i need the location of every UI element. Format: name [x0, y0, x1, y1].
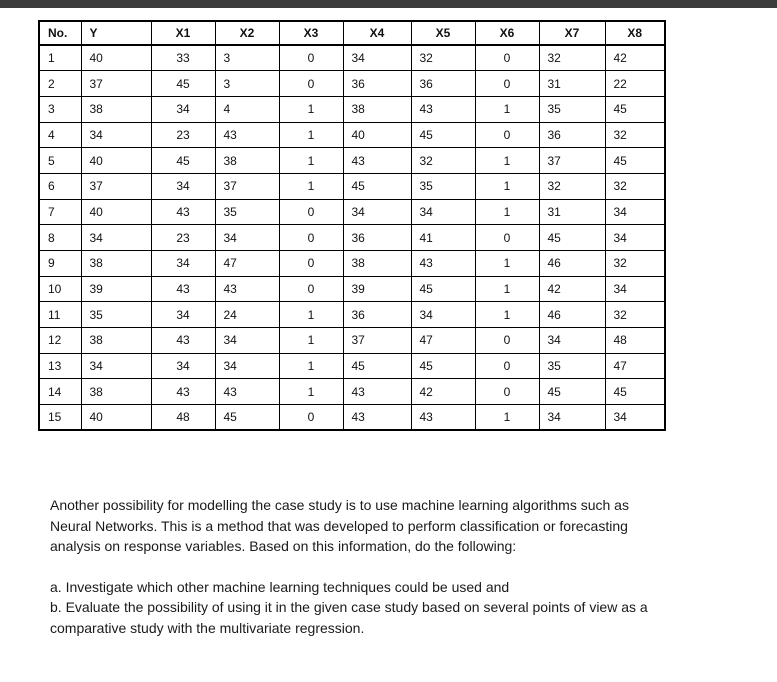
table-cell: 34: [151, 173, 215, 199]
table-row: [39, 96, 665, 122]
table-cell: 45: [343, 353, 411, 379]
table-cell: 7: [39, 199, 81, 225]
table-row: [39, 251, 665, 277]
table-cell: 42: [605, 45, 665, 71]
table-cell: 45: [605, 148, 665, 174]
table-cell: 43: [151, 276, 215, 302]
table-cell: 34: [343, 199, 411, 225]
table-cell: 38: [81, 328, 151, 354]
table-cell: 35: [539, 96, 605, 122]
table-cell: 32: [605, 302, 665, 328]
table-cell: 38: [81, 251, 151, 277]
table-cell: 14: [39, 379, 81, 405]
table-cell: 34: [411, 302, 475, 328]
table-cell: 8: [39, 225, 81, 251]
table-cell: 32: [539, 173, 605, 199]
table-cell: 48: [151, 405, 215, 431]
column-header-x3: X3: [279, 21, 343, 45]
table-cell: 47: [215, 251, 279, 277]
table-cell: 34: [605, 199, 665, 225]
table-cell: 32: [605, 173, 665, 199]
table-cell: 1: [475, 199, 539, 225]
table-cell: 34: [539, 328, 605, 354]
table-cell: 32: [539, 45, 605, 71]
question-text: [50, 495, 650, 638]
table-cell: 2: [39, 71, 81, 97]
column-header-x8: X8: [605, 21, 665, 45]
column-header-x6: X6: [475, 21, 539, 45]
intro-paragraph: Another possibility for modelling the case study is to use machine learning algorithms such as Neural Networks. This is a method that was developed to perform classification or forecasting analysis on response variables. Based on this information, do the following:: [50, 497, 629, 554]
table-cell: 34: [151, 251, 215, 277]
table-cell: 46: [539, 302, 605, 328]
table-cell: 1: [475, 173, 539, 199]
table-cell: 34: [215, 225, 279, 251]
table-row: [39, 353, 665, 379]
table-cell: 1: [475, 405, 539, 431]
table-cell: 1: [279, 302, 343, 328]
data-table-container: [38, 20, 666, 431]
table-cell: 43: [411, 251, 475, 277]
table-cell: 0: [475, 45, 539, 71]
table-cell: 36: [343, 302, 411, 328]
table-cell: 37: [81, 71, 151, 97]
table-cell: 42: [539, 276, 605, 302]
table-cell: 34: [81, 122, 151, 148]
table-cell: 35: [81, 302, 151, 328]
table-cell: 38: [81, 96, 151, 122]
table-cell: 34: [605, 405, 665, 431]
table-cell: 43: [343, 148, 411, 174]
table-cell: 0: [279, 71, 343, 97]
table-cell: 12: [39, 328, 81, 354]
table-cell: 1: [279, 122, 343, 148]
table-cell: 1: [475, 302, 539, 328]
table-cell: 33: [151, 45, 215, 71]
table-cell: 0: [475, 71, 539, 97]
table-row: [39, 379, 665, 405]
table-cell: 43: [151, 199, 215, 225]
task-a: a. Investigate which other machine learning techniques could be used and: [50, 578, 510, 595]
column-header-x7: X7: [539, 21, 605, 45]
table-cell: 0: [279, 251, 343, 277]
table-cell: 3: [215, 71, 279, 97]
table-cell: 37: [215, 173, 279, 199]
table-cell: 45: [151, 148, 215, 174]
table-cell: 45: [215, 405, 279, 431]
table-cell: 34: [343, 45, 411, 71]
column-header-x5: X5: [411, 21, 475, 45]
table-cell: 45: [343, 173, 411, 199]
table-cell: 1: [279, 328, 343, 354]
table-cell: 34: [215, 353, 279, 379]
table-cell: 36: [411, 71, 475, 97]
table-cell: 37: [81, 173, 151, 199]
table-cell: 1: [475, 251, 539, 277]
table-cell: 9: [39, 251, 81, 277]
table-cell: 45: [411, 122, 475, 148]
table-cell: 41: [411, 225, 475, 251]
table-cell: 45: [539, 379, 605, 405]
table-cell: 4: [215, 96, 279, 122]
table-cell: 32: [605, 251, 665, 277]
table-cell: 32: [411, 148, 475, 174]
table-cell: 43: [215, 122, 279, 148]
table-cell: 40: [81, 148, 151, 174]
table-cell: 1: [475, 148, 539, 174]
table-cell: 40: [81, 405, 151, 431]
table-cell: 39: [343, 276, 411, 302]
table-cell: 34: [151, 353, 215, 379]
table-cell: 35: [215, 199, 279, 225]
table-cell: 5: [39, 148, 81, 174]
table-cell: 38: [343, 251, 411, 277]
table-cell: 3: [39, 96, 81, 122]
table-body: [39, 45, 665, 430]
table-cell: 45: [411, 353, 475, 379]
table-cell: 38: [343, 96, 411, 122]
table-cell: 45: [151, 71, 215, 97]
column-header-no: No.: [39, 21, 81, 45]
table-cell: 23: [151, 122, 215, 148]
table-cell: 40: [81, 199, 151, 225]
table-row: [39, 225, 665, 251]
table-row: [39, 276, 665, 302]
table-cell: 46: [539, 251, 605, 277]
table-row: [39, 302, 665, 328]
table-cell: 0: [279, 45, 343, 71]
table-cell: 36: [539, 122, 605, 148]
table-cell: 0: [475, 122, 539, 148]
table-cell: 0: [279, 276, 343, 302]
table-cell: 34: [81, 225, 151, 251]
table-cell: 13: [39, 353, 81, 379]
table-cell: 3: [215, 45, 279, 71]
table-row: [39, 199, 665, 225]
table-cell: 1: [279, 96, 343, 122]
table-cell: 24: [215, 302, 279, 328]
table-cell: 38: [215, 148, 279, 174]
table-row: [39, 71, 665, 97]
table-header-row: [39, 21, 665, 45]
table-cell: 35: [539, 353, 605, 379]
table-cell: 36: [343, 225, 411, 251]
table-cell: 0: [475, 353, 539, 379]
table-cell: 22: [605, 71, 665, 97]
table-cell: 35: [411, 173, 475, 199]
table-cell: 47: [411, 328, 475, 354]
table-cell: 34: [151, 302, 215, 328]
table-cell: 39: [81, 276, 151, 302]
column-header-x2: X2: [215, 21, 279, 45]
table-cell: 0: [475, 328, 539, 354]
column-header-x4: X4: [343, 21, 411, 45]
table-cell: 1: [39, 45, 81, 71]
table-cell: 1: [475, 276, 539, 302]
table-cell: 10: [39, 276, 81, 302]
table-cell: 32: [411, 45, 475, 71]
table-cell: 1: [279, 173, 343, 199]
table-cell: 45: [605, 379, 665, 405]
table-cell: 40: [343, 122, 411, 148]
table-cell: 15: [39, 405, 81, 431]
table-row: [39, 122, 665, 148]
table-cell: 43: [343, 379, 411, 405]
table-cell: 11: [39, 302, 81, 328]
table-cell: 0: [279, 405, 343, 431]
table-row: [39, 405, 665, 431]
table-cell: 37: [539, 148, 605, 174]
table-cell: 0: [279, 199, 343, 225]
table-cell: 34: [81, 353, 151, 379]
table-cell: 43: [411, 405, 475, 431]
column-header-x1: X1: [151, 21, 215, 45]
table-cell: 0: [475, 225, 539, 251]
task-b: b. Evaluate the possibility of using it in the given case study based on several points of view as a comparative study with the multivariate regression.: [50, 599, 648, 636]
table-row: [39, 328, 665, 354]
table-cell: 43: [411, 96, 475, 122]
table-cell: 43: [151, 328, 215, 354]
table-row: [39, 148, 665, 174]
table-cell: 38: [81, 379, 151, 405]
table-cell: 34: [151, 96, 215, 122]
table-cell: 31: [539, 71, 605, 97]
table-cell: 45: [411, 276, 475, 302]
table-cell: 0: [475, 379, 539, 405]
column-header-y: Y: [81, 21, 151, 45]
table-cell: 47: [605, 353, 665, 379]
table-cell: 31: [539, 199, 605, 225]
table-cell: 34: [605, 225, 665, 251]
table-cell: 37: [343, 328, 411, 354]
table-cell: 40: [81, 45, 151, 71]
table-cell: 4: [39, 122, 81, 148]
table-cell: 1: [279, 353, 343, 379]
table-cell: 1: [279, 379, 343, 405]
table-row: [39, 173, 665, 199]
table-cell: 36: [343, 71, 411, 97]
table-cell: 45: [539, 225, 605, 251]
table-cell: 34: [215, 328, 279, 354]
table-cell: 32: [605, 122, 665, 148]
table-cell: 43: [151, 379, 215, 405]
table-cell: 43: [215, 379, 279, 405]
data-table: [38, 20, 666, 431]
table-cell: 0: [279, 225, 343, 251]
spacer: [50, 557, 650, 577]
table-cell: 23: [151, 225, 215, 251]
top-bar: [0, 0, 777, 8]
table-cell: 34: [605, 276, 665, 302]
table-cell: 45: [605, 96, 665, 122]
table-cell: 6: [39, 173, 81, 199]
table-cell: 1: [279, 148, 343, 174]
table-cell: 1: [475, 96, 539, 122]
table-cell: 34: [539, 405, 605, 431]
table-cell: 48: [605, 328, 665, 354]
table-cell: 43: [343, 405, 411, 431]
table-cell: 42: [411, 379, 475, 405]
table-cell: 43: [215, 276, 279, 302]
table-row: [39, 45, 665, 71]
table-cell: 34: [411, 199, 475, 225]
